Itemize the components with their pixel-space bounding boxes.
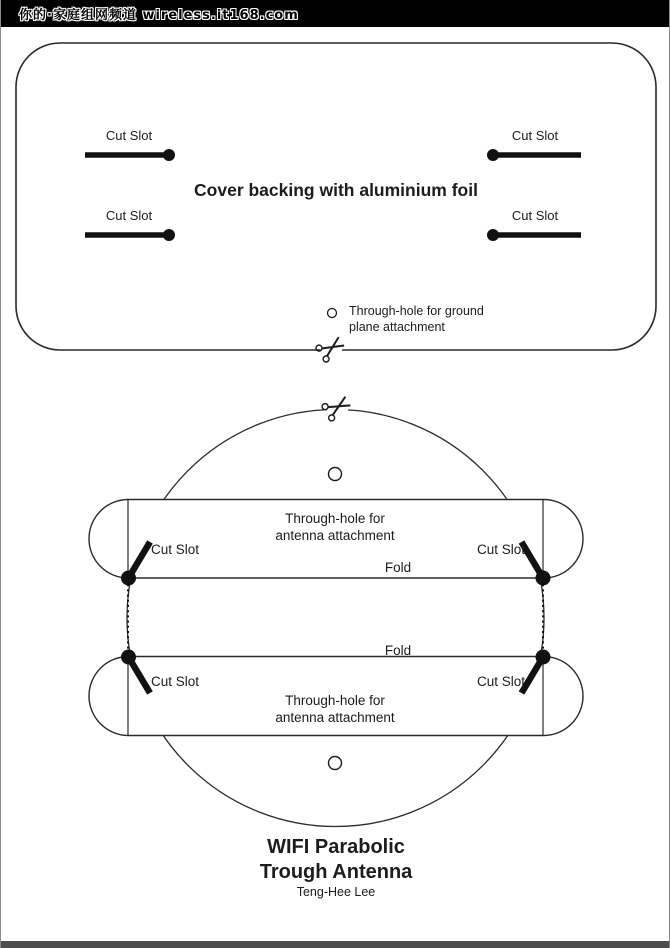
cut-slot-label-bottom-left: Cut Slot [105,208,153,223]
diagram-author: Teng-Hee Lee [296,885,376,899]
scissors-icon [320,391,353,423]
top-band-hole-note [235,511,435,544]
cut-slot-label-top-left: Cut Slot [105,128,153,143]
diagram-title-line2: Trough Antenna [259,861,413,883]
bottom-band-hole-note-line1: Through-hole for [285,693,385,708]
top-band-hole-note-line2: antenna attachment [275,527,395,543]
foil-cut-slot-bottom-left [85,229,175,241]
cut-slot-label-bottom-right: Cut Slot [511,208,559,223]
scissors-icon [314,332,347,364]
bottom-band-hole-note-line2: antenna attachment [275,709,395,725]
top-band-cut-slot-label-left: Cut Slot [151,542,200,557]
foil-cut-slot-top-left [85,149,175,161]
top-band-hole-note-line1: Through-hole for [285,511,385,526]
branding-text: 你的·家庭组网频道 wireless.it168.com [19,8,299,23]
antenna-hole-top [329,468,342,481]
top-band-fold-label: Fold [384,560,412,575]
top-band-cut-slot-label-right: Cut Slot [476,542,525,557]
ground-hole-note-line1: Through-hole for ground [349,304,484,318]
diagram-title-line1: WIFI Parabolic [267,836,405,858]
bottom-bar [1,941,670,948]
bottom-band-cut-slot-label-left: Cut Slot [151,674,200,689]
bottom-band-fold-label: Fold [384,643,412,658]
cut-slot-label-top-right: Cut Slot [511,128,559,143]
bottom-band-hole-note [235,693,435,726]
antenna-hole-bottom [329,757,342,770]
ground-plane-hole [328,309,337,318]
ground-hole-note-line2: plane attachment [349,320,445,334]
bottom-band-cut-slot-label-right: Cut Slot [476,674,525,689]
foil-cut-slot-top-right [487,149,581,161]
foil-panel-title: Cover backing with aluminium foil [194,180,478,200]
ground-hole-note [349,303,484,335]
foil-cut-slot-bottom-right [487,229,581,241]
